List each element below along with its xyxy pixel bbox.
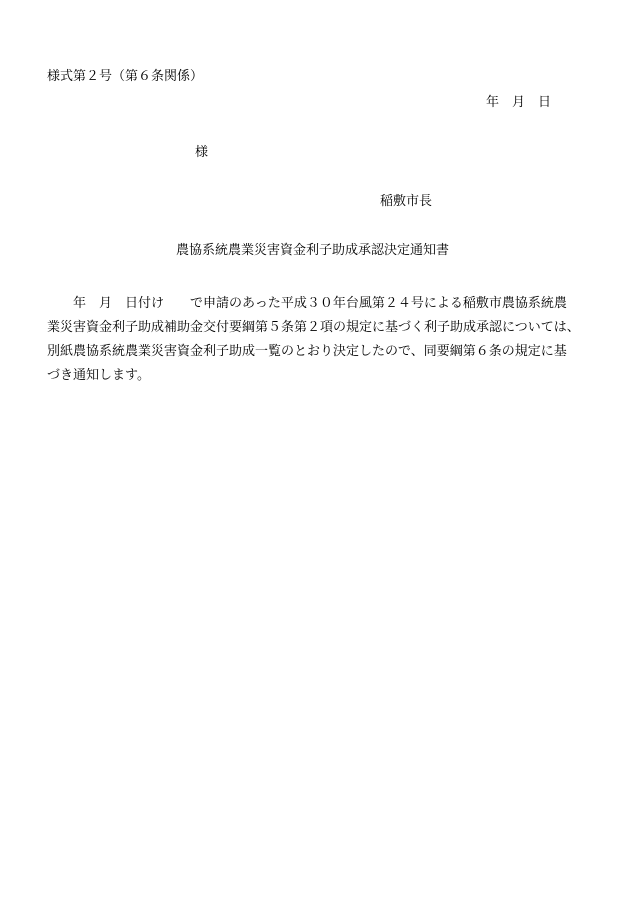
body-line: 年 月 日付け で申請のあった平成３０年台風第２４号による稲敷市農協系統農 [47,296,567,311]
form-number: 様式第２号（第６条関係） [47,69,204,84]
date-line: 年 月 日 [486,95,552,110]
body-line: 業災害資金利子助成補助金交付要綱第５条第２項の規定に基づく利子助成承認については、 [47,320,580,335]
recipient-suffix: 様 [195,145,209,160]
document-title: 農協系統農業災害資金利子助成承認決定通知書 [176,243,450,258]
body-line: づき通知します。 [47,368,150,383]
body-line: 別紙農協系統農業災害資金利子助成一覧のとおり決定したので、同要綱第６条の規定に基 [47,344,567,359]
body-text [47,292,587,388]
issuer-name: 稲敷市長 [380,194,433,209]
